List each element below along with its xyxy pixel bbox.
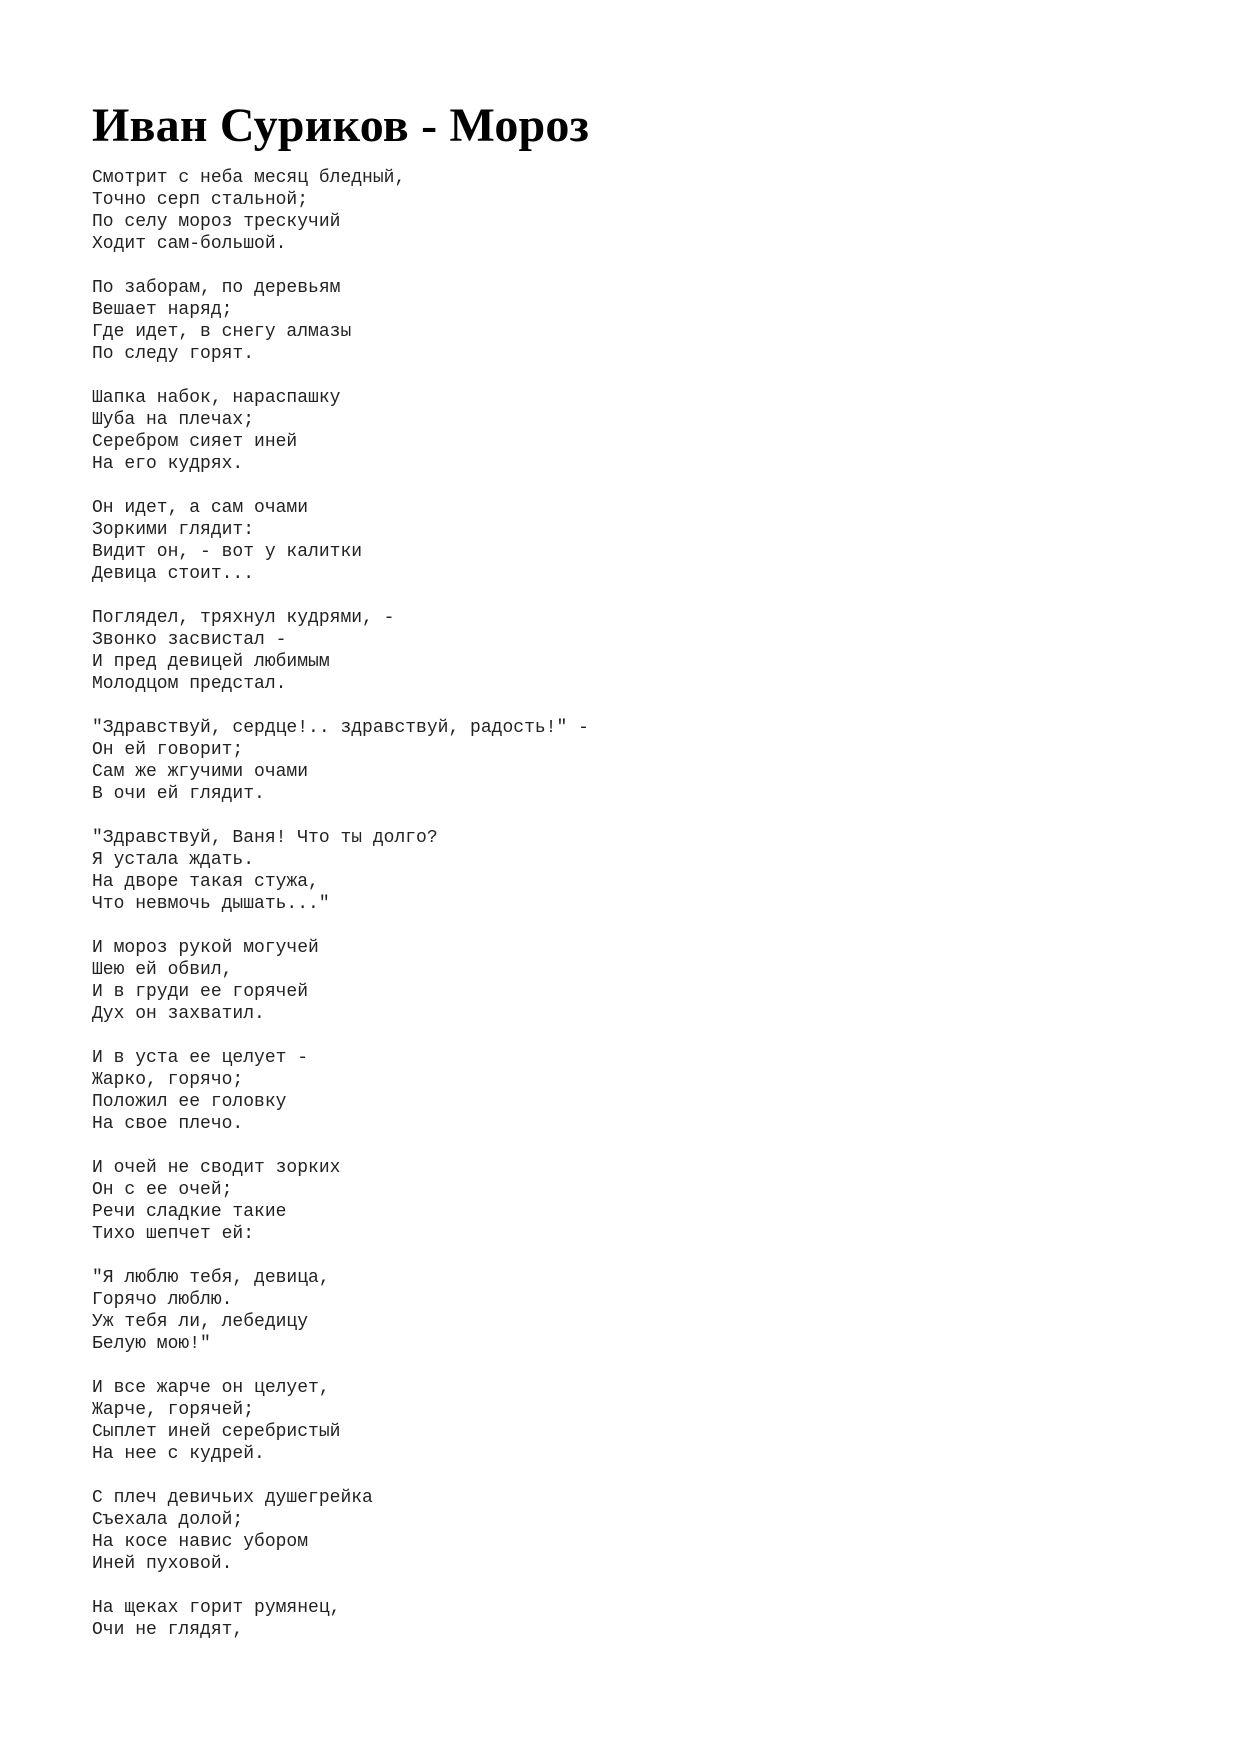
poem-stanza — [92, 717, 1192, 805]
poem-stanza — [92, 1157, 1192, 1245]
poem-line: Горячо люблю. — [92, 1290, 233, 1310]
poem-line: Уж тебя ли, лебедицу — [92, 1312, 309, 1332]
poem-line: "Здравствуй, Ваня! Что ты долго? — [92, 828, 438, 848]
poem-line: Зоркими глядит: — [92, 520, 255, 540]
poem-line: Тихо шепчет ей: — [92, 1224, 255, 1244]
poem-line: И в груди ее горячей — [92, 982, 309, 1002]
poem-line: На его кудрях. — [92, 454, 244, 474]
poem-line: Дух он захватил. — [92, 1004, 265, 1024]
poem-line: "Здравствуй, сердце!.. здравствуй, радость!" - — [92, 718, 589, 738]
poem-line: И все жарче он целует, — [92, 1378, 330, 1398]
poem-body — [92, 167, 1192, 1641]
poem-line: Он ей говорит; — [92, 740, 244, 760]
poem-line: Звонко засвистал - — [92, 630, 287, 650]
poem-line: На свое плечо. — [92, 1114, 244, 1134]
poem-line: И в уста ее целует - — [92, 1048, 309, 1068]
poem-line: В очи ей глядит. — [92, 784, 265, 804]
poem-line: Речи сладкие такие — [92, 1202, 287, 1222]
poem-stanza — [92, 1597, 1192, 1641]
poem-stanza — [92, 497, 1192, 585]
poem-line: Очи не глядят, — [92, 1620, 244, 1640]
poem-line: Смотрит с неба месяц бледный, — [92, 168, 406, 188]
poem-line: Что невмочь дышать..." — [92, 894, 330, 914]
poem-line: Жарко, горячо; — [92, 1070, 244, 1090]
poem-line: На щеках горит румянец, — [92, 1598, 341, 1618]
poem-stanza — [92, 167, 1192, 255]
poem-stanza — [92, 937, 1192, 1025]
poem-line: Я устала ждать. — [92, 850, 255, 870]
poem-line: Сам же жгучими очами — [92, 762, 309, 782]
poem-line: Шею ей обвил, — [92, 960, 233, 980]
poem-line: Где идет, в снегу алмазы — [92, 322, 352, 342]
document-page — [92, 95, 1192, 1663]
poem-line: С плеч девичьих душегрейка — [92, 1488, 373, 1508]
poem-line: На дворе такая стужа, — [92, 872, 319, 892]
poem-stanza — [92, 1267, 1192, 1355]
poem-line: Молодцом предстал. — [92, 674, 287, 694]
poem-stanza — [92, 1047, 1192, 1135]
poem-stanza — [92, 1377, 1192, 1465]
poem-stanza — [92, 277, 1192, 365]
poem-line: Съехала долой; — [92, 1510, 244, 1530]
poem-stanza — [92, 827, 1192, 915]
poem-line: Видит он, - вот у калитки — [92, 542, 363, 562]
poem-line: Жарче, горячей; — [92, 1400, 255, 1420]
poem-line: На косе навис убором — [92, 1532, 309, 1552]
poem-line: Шапка набок, нараспашку — [92, 388, 341, 408]
poem-stanza — [92, 1487, 1192, 1575]
poem-line: Точно серп стальной; — [92, 190, 309, 210]
poem-line: По селу мороз трескучий — [92, 212, 341, 232]
poem-line: Он с ее очей; — [92, 1180, 233, 1200]
poem-line: Он идет, а сам очами — [92, 498, 309, 518]
document-title: Иван Суриков - Мороз — [92, 99, 590, 152]
poem-line: Вешает наряд; — [92, 300, 233, 320]
poem-line: По следу горят. — [92, 344, 255, 364]
poem-line: Ходит сам-большой. — [92, 234, 287, 254]
poem-line: Положил ее головку — [92, 1092, 287, 1112]
poem-line: Иней пуховой. — [92, 1554, 233, 1574]
poem-line: "Я люблю тебя, девица, — [92, 1268, 330, 1288]
poem-stanza — [92, 607, 1192, 695]
poem-line: Шуба на плечах; — [92, 410, 255, 430]
poem-line: И мороз рукой могучей — [92, 938, 319, 958]
poem-line: И очей не сводит зорких — [92, 1158, 341, 1178]
poem-line: На нее с кудрей. — [92, 1444, 265, 1464]
poem-line: Серебром сияет иней — [92, 432, 298, 452]
poem-line: По заборам, по деревьям — [92, 278, 341, 298]
poem-stanza — [92, 387, 1192, 475]
poem-line: Белую мою!" — [92, 1334, 211, 1354]
poem-line: Сыплет иней серебристый — [92, 1422, 341, 1442]
poem-line: Поглядел, тряхнул кудрями, - — [92, 608, 395, 628]
poem-line: И пред девицей любимым — [92, 652, 330, 672]
poem-line: Девица стоит... — [92, 564, 255, 584]
